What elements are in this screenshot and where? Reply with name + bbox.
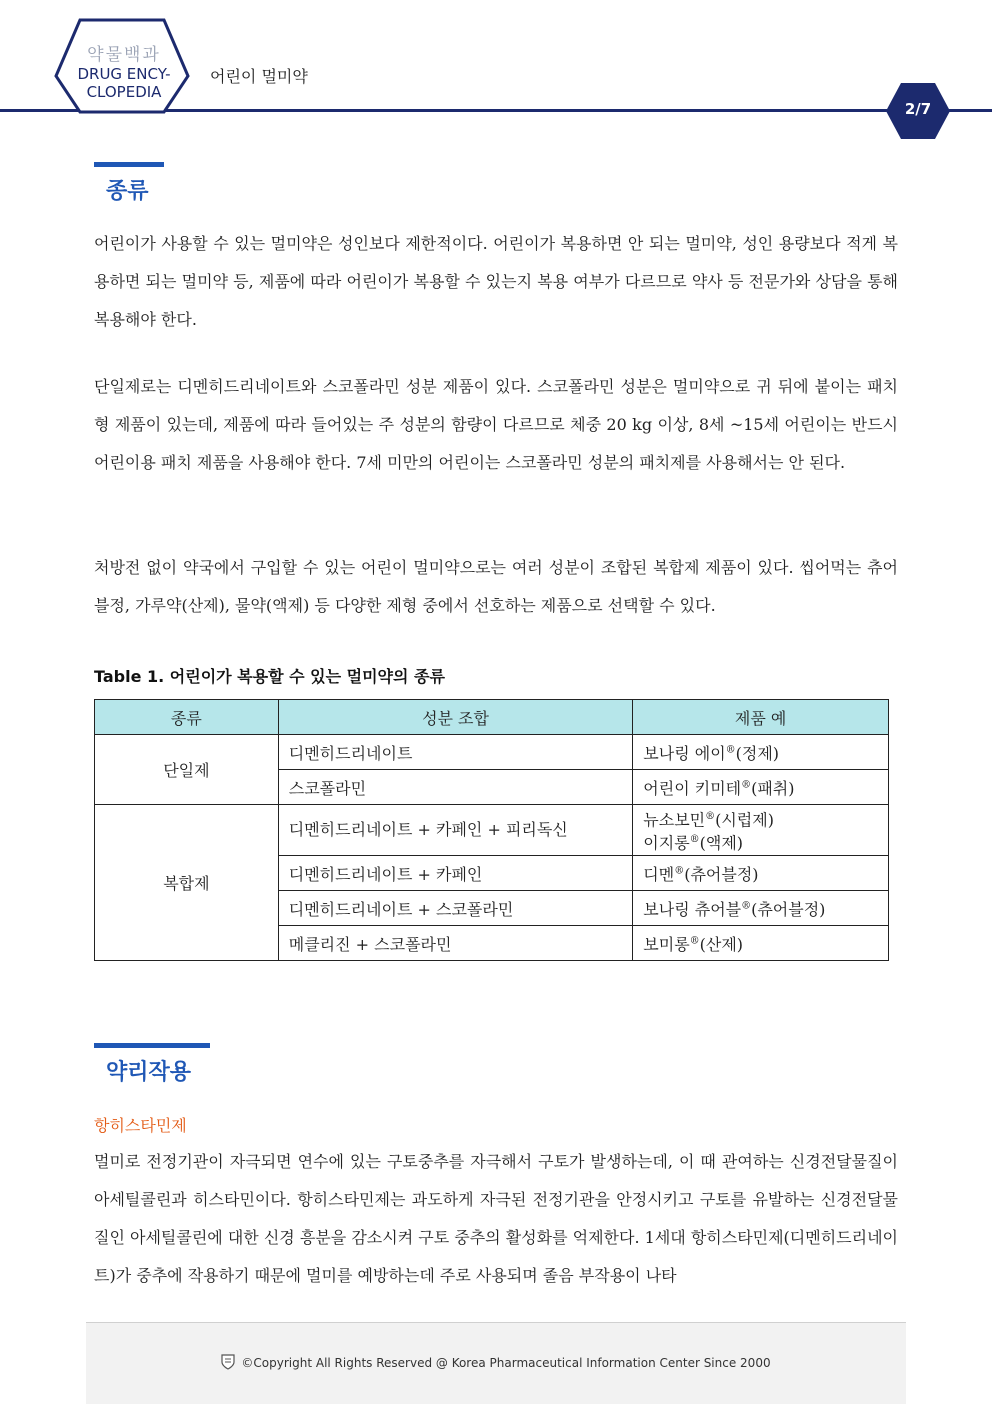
product-cell: 보나링 츄어블®(츄어블정): [633, 891, 889, 926]
medicine-kinds-table: [94, 699, 889, 961]
logo-english-line1: DRUG ENCY-: [77, 65, 171, 83]
ingredients-cell: 스코폴라민: [278, 770, 633, 805]
paragraph: 어린이가 사용할 수 있는 멀미약은 성인보다 제한적이다. 어린이가 복용하면 안 되는 멀미약, 성인 용량보다 적게 복용하면 되는 멀미약 등, 제품에 따라 어린이가 복용할 수 있는지 복용 여부가 다르므로 약사 등 전문가와 상담을 통해 복용해야 한다.: [94, 234, 898, 329]
table-header-row: [95, 700, 889, 735]
product-cell: 보미롱®(산제): [633, 926, 889, 961]
ingredients-cell: 메클리진 + 스코폴라민: [278, 926, 633, 961]
category-cell: 복합제: [95, 805, 279, 961]
section-divider: [94, 1043, 210, 1048]
product-cell: 뉴소보민®(시럽제) 이지롱®(액제): [633, 805, 889, 856]
product-cell: 어린이 키미테®(패취): [633, 770, 889, 805]
document-title: 어린이 멀미약: [210, 67, 308, 86]
column-header: 제품 예: [633, 700, 889, 735]
paragraph: 단일제로는 디멘히드리네이트와 스코폴라민 성분 제품이 있다. 스코폴라민 성분은 멀미약으로 귀 뒤에 붙이는 패치형 제품이 있는데, 제품에 따라 들어있는 주 성분의 함량이 다르므로 체중 20 kg 이상, 8세 ~15세 어린이는 반드시 어린이용 패치 제품을 사용해야 한다. 7세 미만의 어린이는 스코폴라민 성분의 패치제를 사용해서는 안 된다.: [94, 377, 898, 472]
copyright-text: ©Copyright All Rights Reserved @ Korea Pharmaceutical Information Center Since 2000: [241, 1356, 771, 1370]
copyright: [86, 1354, 906, 1370]
ingredients-cell: 디멘히드리네이트: [278, 735, 633, 770]
paragraph: 멀미로 전정기관이 자극되면 연수에 있는 구토중추를 자극해서 구토가 발생하는데, 이 때 관여하는 신경전달물질이 아세틸콜린과 히스타민이다. 항히스타민제는 과도하게 자극된 전정기관을 안정시키고 구토를 유발하는 신경전달물질인 아세틸콜린에 대한 신경 흥분을 감소시켜 구토 중추의 활성화를 억제한다. 1세대 항히스타민제(디멘히드리네이트)가 중추에 작용하기 때문에 멀미를 예방하는데 주로 사용되며 졸음 부작용이 나타: [94, 1152, 898, 1285]
ingredients-cell: 디멘히드리네이트 + 카페인: [278, 856, 633, 891]
logo-korean: 약물백과: [87, 45, 161, 65]
product-cell: 보나링 에이®(정제): [633, 735, 889, 770]
section-title-kinds: 종류: [106, 179, 149, 204]
page-number: 2/7: [904, 100, 932, 118]
table-row: [95, 805, 889, 856]
page-footer: [86, 1322, 906, 1404]
product-cell: 디멘®(츄어블정): [633, 856, 889, 891]
column-header: 성분 조합: [278, 700, 633, 735]
section-divider: [94, 162, 164, 167]
table-caption: Table 1. 어린이가 복용할 수 있는 멀미약의 종류: [94, 667, 445, 686]
logo-english-line2: CLOPEDIA: [86, 83, 162, 101]
ingredients-cell: 디멘히드리네이트 + 스코폴라민: [278, 891, 633, 926]
shield-crest-icon: [221, 1354, 235, 1370]
section-title-pharmacology: 약리작용: [106, 1060, 192, 1085]
logo: [60, 40, 188, 101]
column-header: 종류: [95, 700, 279, 735]
table-row: [95, 735, 889, 770]
ingredients-cell: 디멘히드리네이트 + 카페인 + 피리독신: [278, 805, 633, 856]
paragraph: 처방전 없이 약국에서 구입할 수 있는 어린이 멀미약으로는 여러 성분이 조합된 복합제 제품이 있다. 씹어먹는 츄어블정, 가루약(산제), 물약(액제) 등 다양한 제형 중에서 선호하는 제품으로 선택할 수 있다.: [94, 558, 898, 615]
subsection-title: 항히스타민제: [94, 1116, 187, 1135]
category-cell: 단일제: [95, 735, 279, 805]
